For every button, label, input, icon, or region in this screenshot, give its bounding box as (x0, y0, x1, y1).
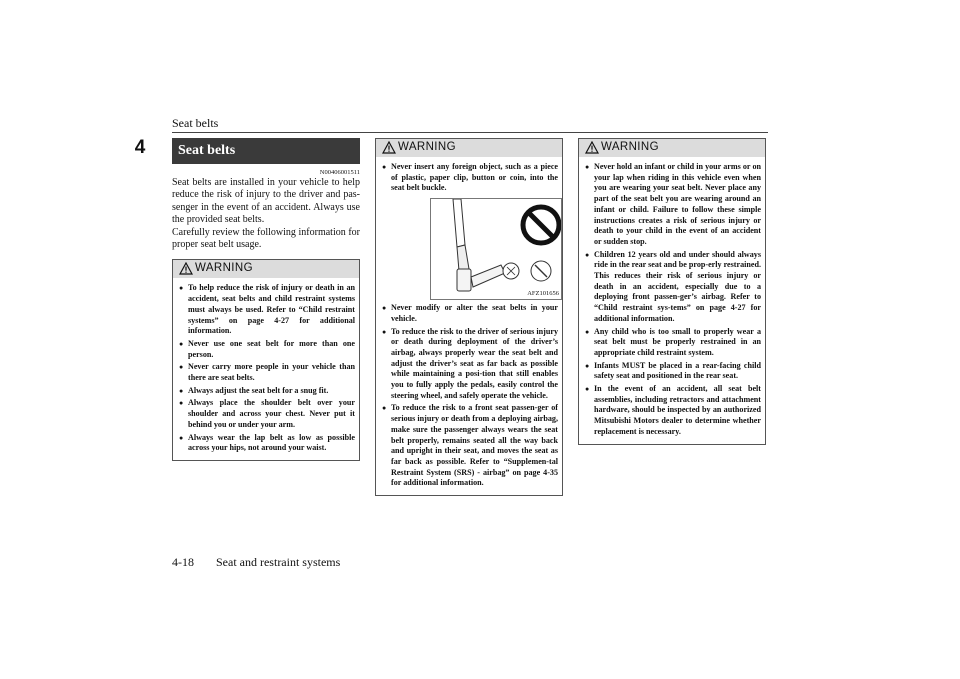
page-footer (172, 555, 340, 570)
warning-bullet-item: ● Always place the shoulder belt over your shoulder and across your chest. Never put it behind you or under your arm. (179, 398, 355, 430)
warning-bullet-item: ● Children 12 years old and under should always ride in the rear seat and be prop-erly restrained. This reduces their risk of serious injury or death in an accident, especially due to a deploying front passen-ger’s airbag. Refer to “Child restraint sys-tems” on page 4-27 for additional information. (585, 250, 761, 325)
document-code: N00406001511 (319, 169, 360, 176)
section-name: Seat and restraint systems (216, 555, 341, 569)
warning-body (579, 157, 765, 444)
warning-bullet-item: ● Never carry more people in your vehicle than there are seat belts. (179, 362, 355, 383)
warning-box-3 (578, 138, 766, 445)
warning-bullet-item: ● To help reduce the risk of injury or death in an accident, seat belts and child restraint systems must always be used. Refer to “Child restraint systems” on page 4-27 for additional information. (179, 283, 355, 337)
warning-label: WARNING (195, 262, 253, 275)
warning-bullet-item: ● Always wear the lap belt as low as possible across your hips, not around your waist. (179, 433, 355, 454)
warning-bullet-item: ● Never hold an infant or child in your arms or on your lap when riding in this vehicle even when you are wearing your seat belt. Never place any part of the seat belt you are wearing around an infant or child. Failure to follow these simple instructions creates a risk of serious injury or death to your child in the event of an accident or sudden stop. (585, 162, 761, 248)
warning-bullet-item: ● To reduce the risk to a front seat passen-ger of serious injury or death from a deploying airbag, make sure the passenger always wears the seat belt properly, remains seated all the way back and upright in their seat, and moves the seat as far back as possible. Refer to “Supplemen-tal Restraint System (SRS) - airbag” on page 4-35 for additional information. (382, 403, 558, 489)
warning-items-after (382, 303, 558, 489)
column-2 (375, 138, 563, 496)
warning-header (376, 139, 562, 157)
header-rule (172, 132, 768, 133)
warning-bullet-item: ● In the event of an accident, all seat belt assemblies, including retractors and attachment hardware, should be inspected by an authorized Mitsubishi Motors dealer to determine whether replacement is necessary. (585, 384, 761, 438)
warning-bullet-item: ● Always adjust the seat belt for a snug fit. (179, 386, 355, 397)
warning-bullet-item: ● Never use one seat belt for more than one person. (179, 339, 355, 360)
warning-triangle-icon (179, 262, 193, 275)
column-1 (172, 138, 360, 461)
warning-bullet-item: ● Infants MUST be placed in a rear-facing child safety seat and positioned in the rear seat. (585, 361, 761, 382)
running-header: Seat belts (172, 116, 219, 130)
warning-box-1 (172, 259, 360, 461)
seat-belt-buckle-illustration (431, 199, 561, 299)
warning-label: WARNING (601, 141, 659, 153)
chapter-tab: 4 (128, 135, 152, 161)
page-number: 4-18 (172, 555, 194, 569)
warning-body (173, 278, 359, 460)
intro-paragraph: Seat belts are installed in your vehicle to help reduce the risk of injury to the driver and pas-senger in the event of an accident. Always use the provided seat belts. Carefully review the following information for proper seat belt usage. (172, 177, 360, 251)
warning-bullet-item: ● Never insert any foreign object, such as a piece of plastic, paper clip, button or coin, into the seat belt buckle. (382, 162, 558, 194)
warning-bullet-item: ● Any child who is too small to properly wear a seat belt must be properly restrained in an appropriate child restraint system. (585, 327, 761, 359)
column-3 (578, 138, 766, 445)
warning-header (579, 139, 765, 157)
warning-label: WARNING (398, 141, 456, 153)
warning-items-before (382, 162, 558, 194)
warning-triangle-icon (585, 141, 599, 154)
warning-bullet-item: ● Never modify or alter the seat belts in your vehicle. (382, 303, 558, 324)
warning-box-2 (375, 138, 563, 496)
buckle-illustration (430, 198, 562, 300)
warning-triangle-icon (382, 141, 396, 154)
section-title: Seat belts (172, 138, 360, 164)
warning-bullet-item: ● To reduce the risk to the driver of serious injury or death during deployment of the driver’s airbag, always properly wear the seat belt and adjust the driver’s seat as far back as possible while maintaining a posi-tion that still enables you to fully apply the pedals, easily control the steering wheel, and safely operate the vehicle. (382, 327, 558, 402)
warning-header (173, 260, 359, 278)
warning-body (376, 157, 562, 495)
illustration-code: AFZ101656 (527, 290, 559, 298)
